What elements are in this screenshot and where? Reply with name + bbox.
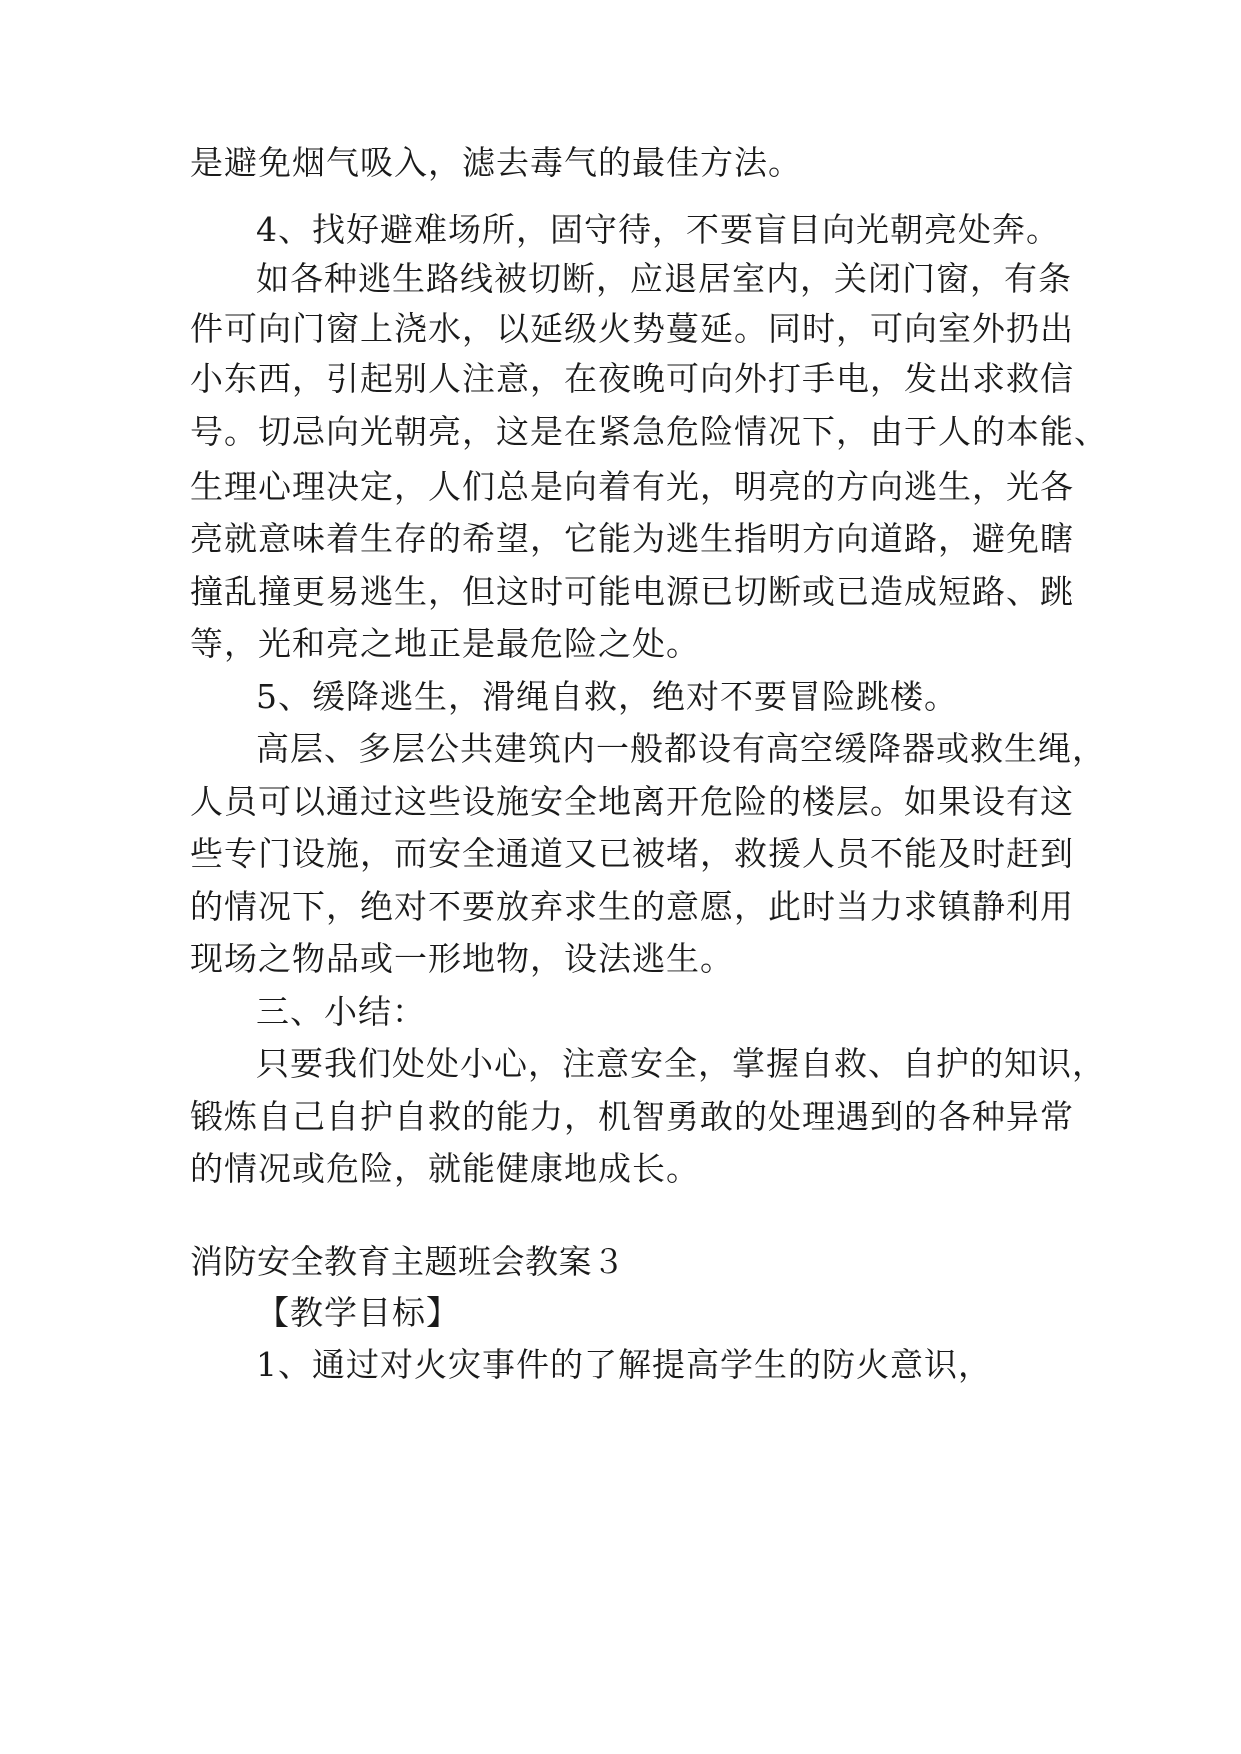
paragraph-line: 是避免烟气吸入，滤去毒气的最佳方法。 [190,143,802,182]
paragraph-line: 高层、多层公共建筑内一般都设有高空缓降器或救生绳， [256,729,1106,768]
paragraph-line: 现场之物品或一形地物，设法逃生。 [190,939,734,978]
document-title: 消防安全教育主题班会教案３ [190,1242,626,1281]
list-item-heading: 5、缓降逃生，滑绳自救，绝对不要冒险跳楼。 [256,677,958,716]
paragraph-line: 只要我们处处小心，注意安全，掌握自救、自护的知识， [256,1044,1106,1083]
section-heading: 三、小结： [256,992,426,1031]
paragraph-line: 件可向门窗上浇水，以延级火势蔓延。同时，可向室外扔出 [190,309,1074,348]
paragraph-line: 撞乱撞更易逃生，但这时可能电源已切断或已造成短路、跳 [190,572,1074,611]
section-heading: 【教学目标】 [256,1293,460,1332]
paragraph-line: 的情况或危险，就能健康地成长。 [190,1149,700,1188]
paragraph-line: 亮就意味着生存的希望，它能为逃生指明方向道路，避免瞎 [190,519,1074,558]
list-item-heading: 4、找好避难场所，固守待，不要盲目向光朝亮处奔。 [256,210,1060,249]
paragraph-line: 些专门设施，而安全通道又已被堵，救援人员不能及时赶到 [190,834,1074,873]
paragraph-line: 如各种逃生路线被切断，应退居室内，关闭门窗，有条 [256,259,1072,298]
paragraph-line: 的情况下，绝对不要放弃求生的意愿，此时当力求镇静利用 [190,887,1074,926]
paragraph-line: 小东西，引起别人注意，在夜晚可向外打手电，发出求救信 [190,359,1074,398]
paragraph-line: 等，光和亮之地正是最危险之处。 [190,624,700,663]
paragraph-line: 人员可以通过这些设施安全地离开危险的楼层。如果设有这 [190,782,1074,821]
list-item-heading: 1、通过对火灾事件的了解提高学生的防火意识， [256,1345,992,1384]
paragraph-line: 生理心理决定，人们总是向着有光，明亮的方向逃生，光各 [190,467,1074,506]
paragraph-line: 锻炼自己自护自救的能力，机智勇敢的处理遇到的各种异常 [190,1097,1074,1136]
paragraph-line: 号。切忌向光朝亮，这是在紧急危险情况下，由于人的本能、 [190,412,1108,451]
